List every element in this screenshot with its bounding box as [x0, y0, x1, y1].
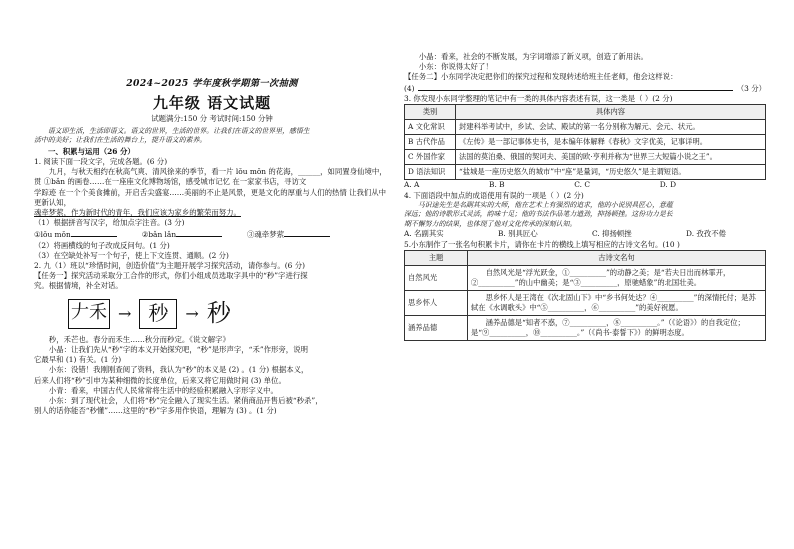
q2-dialog-7: 别人的话你能否“秒懂”……这里的“秒”字多用作快语，理解为 (3) 。(1 分)	[34, 406, 277, 416]
q2-task-1b: 究。根据情境，补全对话。	[34, 281, 123, 291]
dialog-r2: 小东：你说得太好了！	[418, 62, 493, 72]
q1-para-2: 贯 ①bǎn 的画卷……在一座座文化博物场馆，感受城市记忆 在一家家书店，寻访文	[34, 177, 307, 187]
task-2-score: （3 分）	[736, 83, 766, 93]
q2-dialog-5: 小青：看来，中国古代人民常常将生活中的经验积累融入字形字义中。	[48, 385, 278, 395]
section-heading: 一、积累与运用（26 分）	[48, 146, 135, 156]
q4-option-b[interactable]: B. 别具匠心	[497, 229, 538, 239]
table-cell: “盐城是一座历史悠久的城市”中“座”是量词，“历史悠久”是主谓短语。	[456, 165, 766, 180]
page-title: 九年级 语文试题	[152, 93, 272, 112]
q3-option-a[interactable]: A. A	[404, 180, 420, 190]
q4-option-c[interactable]: C. 抑扬顿挫	[592, 229, 632, 239]
table-cell: 封建科举考试中，乡试、会试、殿试的第一名分别称为解元、会元、状元。	[456, 120, 766, 135]
q2-dialog-3: 小东：没错！我刚刚查阅了资料，我认为“秒”的本义是 (2) 。(1 分) 根据本义，	[48, 365, 309, 375]
q1-sub-1: （1）根据拼音写汉字，给加点字注音。(3 分)	[34, 218, 185, 228]
seal-glyph: 秒	[139, 299, 177, 329]
table-cell: D 语法知识	[405, 165, 456, 180]
task-2-blank-label: (4)	[404, 83, 415, 93]
q2-dialog-2: 它最早和 (1) 有关。(1 分)	[34, 355, 122, 365]
answer-blank-1[interactable]	[34, 228, 117, 240]
q3-col-content: 具体内容	[456, 105, 766, 120]
answer-blank-3[interactable]	[247, 228, 330, 240]
q5-table	[404, 250, 766, 341]
table-cell: 思乡怀人	[405, 291, 468, 316]
table-cell: 法国的莫泊桑、俄国的契诃夫、美国的欧·亨利并称为“世界三大短篇小说之王”。	[456, 150, 766, 165]
table-cell: A 文化常识	[405, 120, 456, 135]
q1-stem: 1. 阅读下面一段文字，完成各题。(6 分)	[34, 156, 168, 166]
q1-sub-2: （2）将画横线的句子改成反问句。(1 分)	[34, 240, 170, 250]
dialog-r1: 小晶：看来，社会的不断发展，为字词增添了新义项，创造了新用法。	[418, 52, 648, 61]
task-2: 【任务二】小东同学决定把你们的探究过程和发现转述给班主任老师，他会这样说：	[404, 72, 678, 82]
q2-quote: 秒，禾芒也。春分而禾生……秋分而秒定。《说文解字》	[48, 334, 230, 344]
q3-options	[404, 180, 766, 190]
right-column	[404, 52, 766, 341]
table-cell[interactable]: 涵养品德是“知者不惑，⑦__________，⑧__________。”（《论语》）的自我定位；是“⑨__________，⑩__________。”（《尚书·泰誓下》）的鲜明态度。	[468, 316, 766, 341]
q2-task-1: 【任务一】探究活动采取分工合作的形式，你们小组成员选取字具中的“秒”字进行探	[34, 271, 308, 281]
table-cell: 涵养品德	[405, 316, 468, 341]
left-column	[34, 0, 390, 416]
q4-option-d[interactable]: D. 孜孜不倦	[686, 229, 726, 239]
character-evolution-figure	[68, 297, 390, 331]
q5-col-quotes: 古诗文名句	[468, 250, 766, 265]
q3-stem: 3. 你发现小东同学整理的笔记中有一类的具体内容表述有误，这一类是（ ）(2 分)	[404, 93, 673, 103]
q3-table	[404, 104, 766, 180]
table-row	[405, 265, 766, 290]
q3-option-b[interactable]: B. B	[489, 180, 505, 190]
table-cell[interactable]: 思乡怀人是王湾在《次北固山下》中“乡书何处达？④__________”的深情托付；是苏轼在《水调歌头》中“⑤__________，⑥__________”的美好祝愿。	[468, 291, 766, 316]
q3-option-c[interactable]: C. C	[574, 180, 591, 190]
q1-sub1-options	[34, 228, 390, 240]
q2-dialog-1: 小晶：让我们先从“秒”字的本义开始探究吧，“秒”是形声字，“禾”作形旁，说明	[48, 344, 308, 354]
oracle-glyph: 𠂇禾	[68, 299, 110, 329]
table-cell: B 古代作品	[405, 135, 456, 150]
q4-stem: 4. 下面语段中加点的成语使用有误的一项是（ ）(2 分)	[404, 190, 584, 200]
q3-option-d[interactable]: D. D	[659, 180, 676, 190]
table-row	[405, 316, 766, 341]
table-cell: 自然风光	[405, 265, 468, 290]
q4-passage-3: 期不懈努力的结果，也体现了他对文化传承的深刻认知。	[404, 219, 577, 228]
table-cell: C 外国作家	[405, 150, 456, 165]
table-row	[405, 150, 766, 165]
answer-blank-2[interactable]	[142, 228, 222, 240]
q5-col-topic: 主题	[405, 250, 468, 265]
table-row	[405, 120, 766, 135]
preface-line-1: 语文即生活，生活即语文。语文的世界，生活的世界。让我们在语文的世界里，感悟生	[47, 126, 310, 135]
modern-glyph: 秒	[206, 299, 231, 328]
q4-options	[404, 229, 766, 239]
q4-option-a[interactable]: A. 名副其实	[404, 229, 444, 239]
q3-col-category: 类别	[405, 105, 456, 120]
q1-para-1: 九月，与秋天相约在秋高气爽、清风徐来的季节，看一片 lǒu mǒn 的花海，______，如同置身仙境中，	[48, 167, 387, 177]
exam-meta: 试题满分:150 分 考试时间:150 分钟	[151, 114, 273, 124]
answer-line[interactable]	[418, 83, 732, 91]
exam-title: 2024~2025 学年度秋学期第一次抽测	[126, 78, 298, 89]
arrow-right-icon: →	[118, 303, 132, 323]
table-row	[405, 135, 766, 150]
q1-para-4: 魂牵梦萦，作为新时代的青年，我们应该为家乡的繁荣而努力。	[34, 207, 241, 217]
q2-dialog-6: 小东：到了现代社会，人们将“秒”完全融入了现实生活。紧俏商品开售后被“秒杀”，	[48, 396, 323, 405]
table-cell: 《左传》是一部记事体史书，是本编年体解释《春秋》文字优美，记事详明。	[456, 135, 766, 150]
q4-passage-2: 深远；他的诗歌形式灵活，韵味十足；他的书法作品笔力遒劲，抑扬顿挫。这份功力是长	[404, 210, 673, 219]
table-cell[interactable]: 自然风光是“浮光跃金，①__________”的动静之美；是“若夫日出而林霏开，②__________”的山中幽美；是“③__________，原驰蜡象”的北国壮美。	[468, 265, 766, 290]
q2-dialog-4: 后来人们将“秒”引申为某种细微的长度单位，后来又将它用做时间 (3) 单位。	[34, 375, 286, 385]
q1-opt-3: ③魂牵梦萦	[247, 230, 284, 240]
q2-stem: 2. 九（1）班以“珍惜时间，创造价值”为主题开展学习探究活动，请你参与。(6 分)	[34, 261, 305, 271]
q4-passage-1: 马识途先生是名副其实的大师，他在艺术上有强烈的追求，他的小说别具匠心，意蕴	[417, 200, 673, 209]
table-row	[405, 291, 766, 316]
q5-stem: 5.小东制作了一张名句积累卡片，请你在卡片的横线上填写相应的古诗文名句。(10 )	[404, 239, 680, 249]
arrow-right-icon: →	[185, 303, 199, 323]
q1-sub-3: （3）在空缺处补写一个句子，使上下文连贯、通顺。(2 分)	[34, 250, 229, 260]
task-2-answer-line[interactable]	[404, 83, 766, 94]
preface-line-2: 活中的美好；让我们在生活的舞台上，提升语文的素养。	[34, 136, 207, 145]
table-row	[405, 165, 766, 180]
q1-para-3: 学踪迹 在一个个美食摊前，开启舌尖盛宴……美丽的不止是风景，更是文化的厚重与人们的热情 让我们从中更新认知，	[34, 187, 387, 207]
q1-opt-2: ②bǎn lǎn	[141, 230, 177, 240]
q1-opt-1: ①lǒu mǒn	[34, 230, 71, 240]
